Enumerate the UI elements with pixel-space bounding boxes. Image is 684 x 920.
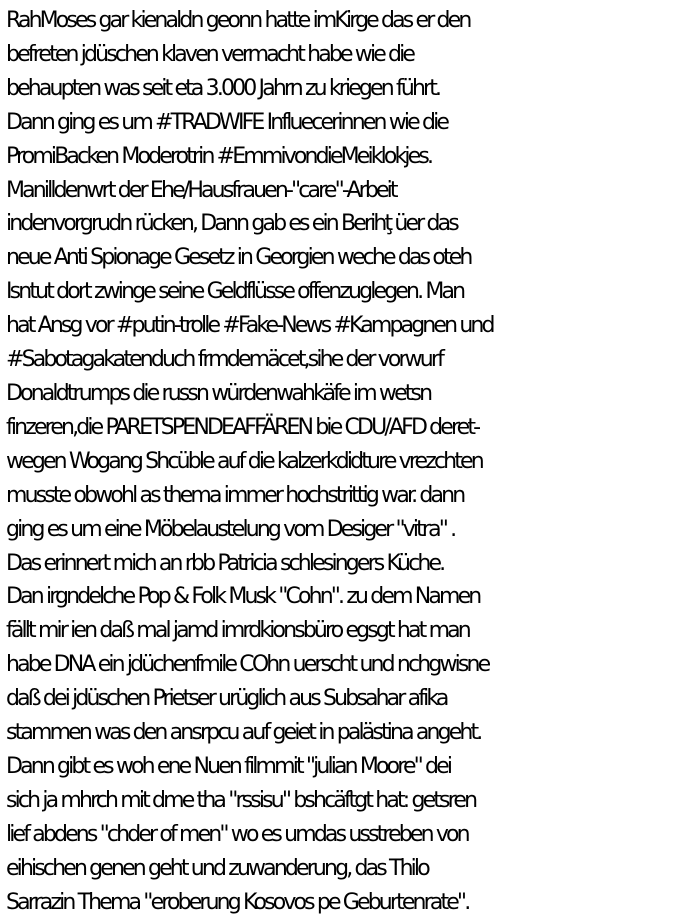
text-line-12: Donaldtrumps die russn würdenwahkäfe im wetsn (6, 380, 431, 406)
text-line-7: indenvorgrudn rücken, Dann gab es ein Berihţ üer das (6, 211, 457, 237)
text-line-25: lief abdens "chder of men" wo es umdas usstreben von (6, 821, 468, 847)
text-line-22: stammen was den ansrpcu auf geiet in palästina angeht. (6, 720, 481, 746)
text-line-14: wegen Wogang Shcüble auf die kalzerkdidture vrezchten (6, 448, 482, 474)
text-line-27: Sarrazin Thema "eroberung Kosovos pe Geburtenrate". (6, 889, 469, 915)
text-line-20: habe DNA ein jdüchenfmile COhn uerscht und nchgwisne (6, 652, 489, 678)
text-line-24: sich ja mhrch mit dme tha "rssisu" bshcäftgt hat: getsren (6, 787, 476, 813)
text-line-5: PromiBacken Moderotrin #EmmivondieMeiklokjes. (6, 143, 432, 169)
text-line-11: #Sabotagakatenduch frmdemäcet,sihe der vorwurf (6, 347, 442, 373)
text-line-18: Dan irgndelche Pop & Folk Musk "Cohn". zu dem Namen (6, 584, 480, 610)
text-line-3: behaupten was seit eta 3.000 Jahrn zu kriegen führt. (6, 75, 440, 101)
text-line-1: RahMoses gar kienaldn geonn hatte imKirge das er den (6, 8, 470, 33)
text-line-26: eihischen genen geht und zuwanderung, das Thilo (6, 855, 428, 881)
text-line-2: befreten jdüschen klaven vermacht habe wie die (6, 41, 414, 67)
text-line-21: daß dei jdüschen Prietser urüglich aus Subsahar afika (6, 686, 447, 712)
text-line-17: Das erinnert mich an rbb Patricia schlesingers Küche. (6, 550, 444, 576)
text-line-9: Isntut dort zwinge seine Geldflüsse offenzuglegen. Man (6, 279, 464, 305)
text-line-23: Dann gibt es woh ene Nuen filmmit "julian Moore" dei (6, 753, 451, 779)
body-text (6, 4, 684, 919)
text-line-15: musste obwohl as thema immer hochstrittig war. dann (6, 482, 464, 508)
text-line-10: hat Ansg vor #putin-trolle #Fake-News #Kampagnen und (6, 313, 493, 339)
text-line-4: Dann ging es um #TRADWIFE Influecerinnen wie die (6, 109, 448, 135)
text-line-6: Manilldenwrt der Ehe/Hausfrauen-"care"-Arbeit (6, 177, 396, 203)
text-line-16: ging es um eine Möbelaustelung vom Desiger "vitra" . (6, 516, 455, 542)
text-line-13: finzeren,die PARETSPENDEAFFÄREN bie CDU/AFD deret- (6, 414, 479, 440)
text-line-19: fällt mir ien daß mal jamd imrdkionsbüro egsgt hat man (6, 618, 469, 644)
text-line-8: neue Anti Spionage Gesetz in Georgien weche das oteh (6, 245, 471, 271)
